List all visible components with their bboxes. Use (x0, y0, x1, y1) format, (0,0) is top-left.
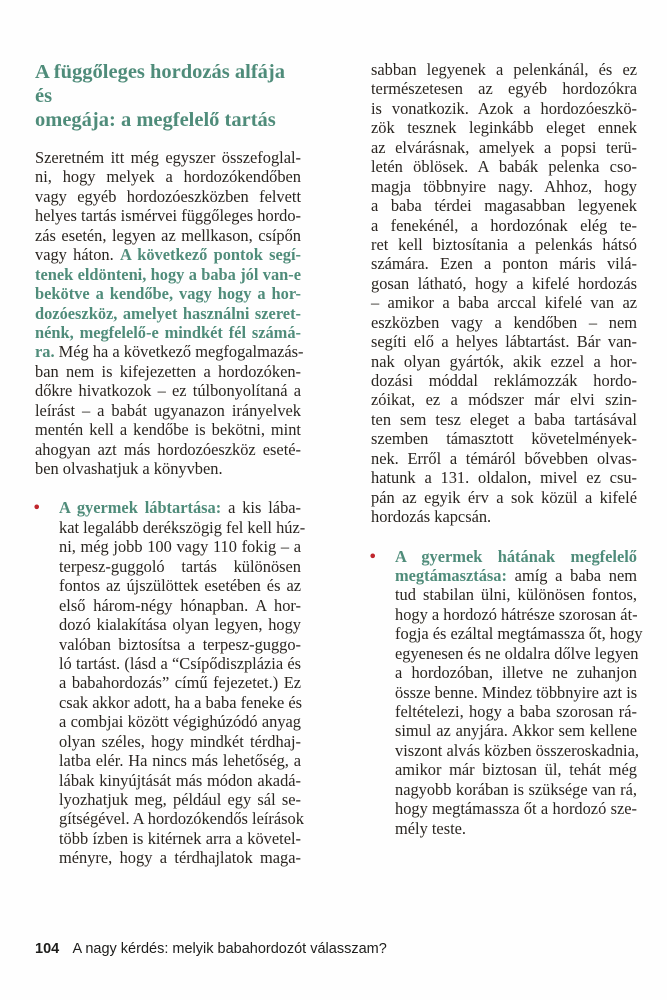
body-text: első három-négy hónapban. A hor- (59, 595, 301, 615)
body-text: hordozás kapcsán. (371, 507, 492, 527)
body-text: csak akkor adott, ha a baba feneke és (59, 692, 303, 712)
body-text: is vonatkozik. Azok a hordozóeszkö- (371, 98, 637, 118)
bullet-marker: • (368, 546, 378, 566)
text-line (35, 342, 304, 362)
highlighted-text: ra. (35, 342, 55, 362)
body-text: lyozhatjuk meg, például egy sál se- (59, 790, 301, 809)
bullet-title: A gyermek hátának megfelelő (395, 546, 637, 566)
text-line (371, 99, 637, 118)
body-text: eszközben vagy a kendőben – nem (371, 312, 637, 332)
body-text: nek. Erről a témáról bővebben olvas- (371, 448, 637, 468)
body-text: letén öblösek. A babák pelenka cso- (371, 157, 637, 177)
text-line (59, 673, 301, 692)
text-line (35, 265, 301, 284)
text-line (395, 741, 637, 760)
text-line (59, 848, 301, 867)
body-text: lábak kinyújtását más módon akadá- (59, 770, 301, 790)
bullet-text: a kis lába- (221, 498, 302, 518)
text-line (371, 60, 637, 79)
body-text: leírást – a babát ugyanazon irányelvek (35, 400, 301, 420)
body-text: Szeretném itt még egyszer összefoglal- (35, 148, 301, 167)
text-line (371, 313, 637, 332)
text-line (395, 780, 637, 799)
text-line (59, 576, 301, 595)
text-line (371, 488, 637, 507)
text-line (395, 683, 637, 702)
body-text: a hordozóban, illetve ne zuhanjon (395, 663, 637, 683)
body-text: Még ha a következő megfogalmazás- (54, 342, 304, 362)
text-line (395, 605, 637, 624)
body-text: ló tartást. (lásd a “Csípődiszplázia és (59, 653, 301, 673)
body-text: természetesen az egyéb hordozókra (371, 79, 637, 99)
text-line (59, 596, 301, 615)
text-line (371, 371, 637, 390)
text-line (35, 206, 301, 225)
body-text: viszont alvás közben összeroskadnia, (395, 740, 639, 760)
highlighted-text: dozóeszköz, amelyet használni szeret- (35, 303, 301, 323)
body-text: ni, hogy melyek a hordozókendőben (35, 167, 301, 187)
body-text: ret kell biztosítania a pelenkás hátsó (371, 234, 637, 254)
body-text: dozó kialakítása olyan legyen, hogy (59, 615, 301, 635)
text-line (35, 440, 301, 459)
text-line (35, 381, 301, 400)
body-text: a fenekénél, a hordozónak elég te- (371, 215, 637, 235)
bullet-text: amíg a baba nem (506, 565, 637, 585)
text-line (371, 293, 637, 312)
body-text: hogy a hordozó hátrésze szorosan át- (395, 604, 638, 624)
heading-line: A függőleges hordozás alfája és (35, 61, 285, 107)
body-text: segíti elő a helyes lábtartást. Bár van- (371, 332, 637, 352)
text-line (59, 771, 301, 790)
body-text: – amikor a baba arccal kifelé van az (371, 293, 637, 313)
body-text: ni, még jobb 100 vagy 110 fokig – a (59, 537, 301, 557)
body-text: ményre, hogy a térdhajlatok maga- (59, 848, 301, 868)
text-line (371, 429, 637, 448)
text-line (59, 693, 301, 712)
text-line (395, 799, 637, 818)
body-text: amikor már biztosan ül, tehát még (395, 760, 637, 780)
text-line (35, 459, 301, 478)
text-line (35, 187, 301, 206)
body-text: ahogyan azt más hordozóeszköz eseté- (35, 439, 301, 459)
body-text: az elvárásnak, amelyek a popsi terü- (371, 137, 637, 157)
body-text: fontos az újszülöttek esetében és az (59, 576, 301, 596)
text-line (371, 254, 637, 273)
highlighted-text: bekötve a kendőbe, vagy hogy a hor- (35, 284, 301, 304)
body-text: feltételezi, hogy a baba szorosan rá- (395, 702, 637, 721)
text-line (59, 712, 301, 731)
text-line (395, 663, 637, 682)
body-text: magja többnyire nagy. Ahhoz, hogy (371, 176, 637, 196)
text-line (59, 751, 301, 770)
text-line (371, 157, 637, 176)
body-text: vagy egyéb hordozóeszközben felvett (35, 186, 301, 206)
body-text: zóikat, ez a módszer már elvi szin- (371, 390, 637, 410)
text-line (35, 245, 301, 264)
text-line (59, 635, 301, 654)
text-line (371, 507, 637, 526)
text-line (371, 118, 637, 137)
text-line (35, 362, 301, 381)
text-line (35, 226, 301, 245)
body-text: szemben támasztott követelmények- (371, 429, 637, 449)
body-text: ban nem is kifejezetten a hordozóken- (35, 361, 301, 381)
text-line (35, 167, 301, 186)
text-line (371, 352, 637, 371)
body-text: gosan látható, hogy a kifelé hordozás (371, 273, 637, 293)
body-text: össze benne. Mindez többnyire azt is (395, 682, 638, 702)
text-line (35, 401, 301, 420)
bullet-body (59, 517, 306, 868)
text-line (395, 760, 637, 779)
text-line (371, 390, 637, 409)
body-text: valóban biztosítsa a terpesz-guggo- (59, 634, 301, 654)
body-text: hogy megtámassza őt a hordozó sze- (395, 799, 637, 819)
text-line (371, 235, 637, 254)
text-line (371, 468, 637, 487)
body-text: sabban legyenek a pelenkánál, és ez (371, 60, 637, 79)
body-text: simul az anyjára. Akkor sem kellene (395, 721, 637, 741)
text-line (59, 537, 301, 556)
text-line (59, 732, 301, 751)
text-line (59, 654, 301, 673)
highlighted-text: A következő pontok segí- (119, 245, 301, 265)
body-text: gítségével. A hordozókendős leírások (59, 809, 304, 829)
body-text: több ízben is kitérnek arra a követel- (59, 828, 301, 848)
body-text: a combjai között végighúzódó anyag (59, 712, 301, 732)
left-column (32, 60, 306, 868)
body-text: egyenesen és ne oldalra dőlve legyen (395, 643, 639, 663)
bullet-body (395, 585, 643, 838)
text-line (395, 702, 637, 721)
body-text: ten sem tesz eleget a baba tartásával (371, 409, 637, 429)
text-line (395, 819, 637, 838)
text-line (59, 790, 301, 809)
body-text: a babahordozás” című fejezetet.) Ez (59, 673, 301, 693)
page-number: 104 (35, 941, 60, 957)
body-text: mély teste. (395, 818, 467, 838)
body-text: mentén kell a kendőbe is bekötni, mint (35, 420, 301, 440)
page-footer (35, 941, 387, 957)
bullet-marker: • (32, 498, 42, 518)
continuation-paragraph (371, 60, 637, 527)
body-text: pán az egyik érv a sok közül a kifelé (371, 487, 637, 507)
body-text: a baba térdei magasabban legyenek (371, 196, 637, 216)
body-text: hatunk a 131. oldalon, mivel ez csu- (371, 468, 637, 488)
text-line (59, 615, 301, 634)
body-text: nagyobb korában is szüksége van rá, (395, 779, 637, 799)
highlighted-text: tenek eldönteni, hogy a baba jól van-e (35, 264, 301, 284)
text-line (35, 284, 301, 303)
bullet-leg-position (32, 498, 306, 868)
bullet-title: A gyermek lábtartása: (59, 498, 222, 518)
body-text: olyan széles, hogy mindkét térdhaj- (59, 731, 301, 751)
body-text: zás esetén, legyen az mellkason, csípőn (35, 225, 301, 245)
section-heading (35, 60, 301, 132)
body-text: tud stabilan ülni, különösen fontos, (395, 585, 637, 605)
text-line (59, 517, 306, 537)
body-text: dőkre hivatkozok – ez túlbonyolítaná a (35, 381, 301, 401)
body-text: számára. Ezen a ponton máris vilá- (371, 254, 637, 274)
intro-paragraph (35, 148, 304, 478)
bullet-title: megtámasztása: (395, 565, 507, 585)
body-text: kat legalább derékszögig fel kell húz- (59, 517, 306, 537)
body-text: latba elér. Ha nincs más lehetőség, a (59, 751, 301, 771)
text-line (395, 585, 637, 604)
text-line (59, 829, 301, 848)
text-line (59, 557, 301, 576)
body-text: vagy háton. (35, 245, 120, 265)
text-line (395, 721, 637, 740)
heading-line: omegája: a megfelelő tartás (35, 109, 276, 131)
running-title: A nagy kérdés: melyik babahordozót válasszam? (72, 941, 387, 957)
body-text: zök tesznek leginkább eleget ennek (371, 118, 637, 138)
text-line (371, 216, 637, 235)
body-text: nak olyan gyártók, akik ezzel a hor- (371, 351, 637, 371)
text-line (371, 274, 637, 293)
text-line (371, 410, 637, 429)
text-line (35, 148, 301, 167)
text-line (371, 177, 637, 196)
text-line (371, 196, 637, 215)
text-line (35, 304, 301, 323)
text-line (395, 624, 643, 644)
body-text: ben olvashatjuk a könyvben. (35, 459, 223, 478)
highlighted-text: nénk, megfelelő-e mindkét fél számá- (35, 322, 301, 342)
text-line (59, 809, 304, 829)
text-line (395, 644, 637, 663)
body-text: terpesz-guggoló tartás különösen (59, 556, 301, 576)
bullet-back-support (368, 546, 643, 839)
text-line (371, 138, 637, 157)
body-text: fogja és ezáltal megtámassza őt, hogy (395, 624, 643, 644)
text-line (371, 332, 637, 351)
text-line (35, 323, 301, 342)
text-line (35, 420, 301, 439)
right-column (368, 60, 643, 838)
body-text: dozási móddal reklámozzák hordo- (371, 371, 637, 390)
text-line (371, 79, 637, 98)
text-line (371, 449, 637, 468)
body-text: helyes tartás ismérvei függőleges hordo- (35, 206, 301, 226)
